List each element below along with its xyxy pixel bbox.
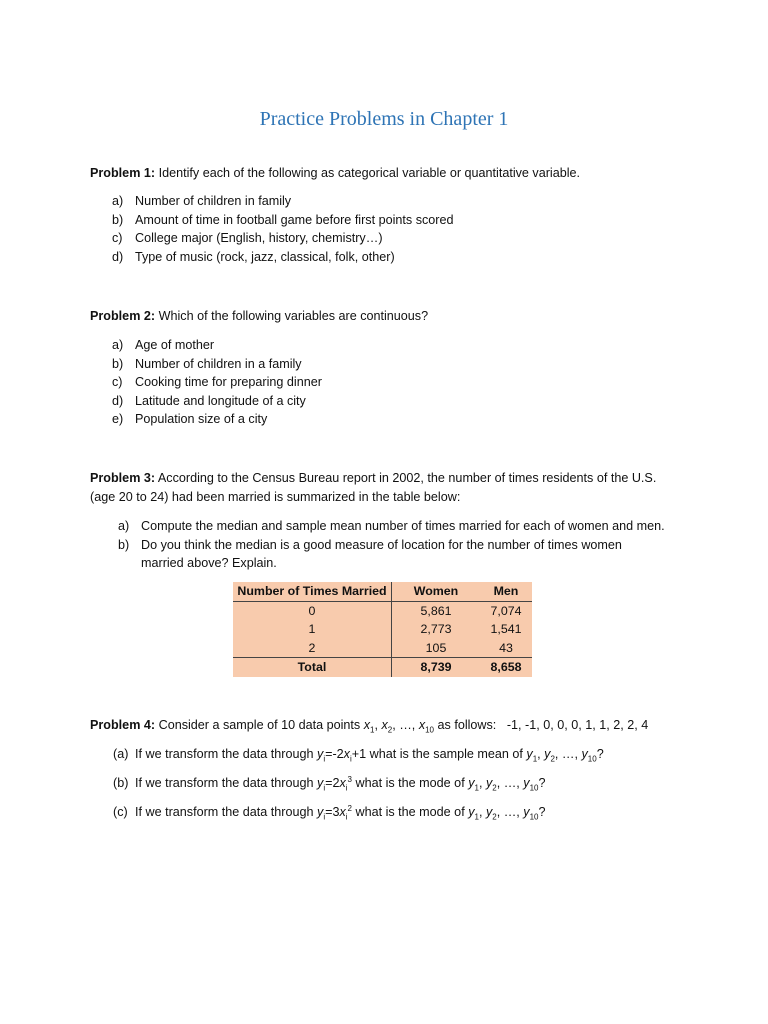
list-item: c) Cooking time for preparing dinner xyxy=(112,375,322,390)
problem-3-list xyxy=(90,517,680,573)
table-row xyxy=(233,620,532,639)
table-cell: 0 xyxy=(233,601,392,620)
problem-1-label: Problem 1: xyxy=(90,166,156,180)
data-values: -1, -1, 0, 0, 0, 1, 1, 2, 2, 4 xyxy=(506,718,649,732)
problem-2 xyxy=(90,307,690,429)
table-cell: 1,541 xyxy=(490,622,522,637)
table-header-row xyxy=(233,582,532,601)
problem-1-prompt: Problem 1: Identify each of the following as categorical variable or quantitative variable. xyxy=(90,166,581,180)
list-item: d) Latitude and longitude of a city xyxy=(112,393,306,408)
problem-4 xyxy=(90,716,710,832)
list-item: a) Compute the median and sample mean number of times married for each of women and men. xyxy=(118,519,665,533)
table-row xyxy=(233,639,532,658)
table-cell: 1 xyxy=(233,620,392,639)
list-item: a) Age of mother xyxy=(112,338,215,352)
problem-1 xyxy=(90,164,690,266)
table-cell: 5,861 xyxy=(420,603,452,618)
problem-4-prompt: Problem 4: Consider a sample of 10 data points $x_1$, $x_2$, …, $x_{10}$ as follows: -1, -1, 0, 0, 0, 1, 1, 2, 2, 4 xyxy=(90,718,649,735)
table-header: Women xyxy=(392,582,481,601)
list-item: a) Number of children in family xyxy=(112,194,292,208)
table-row xyxy=(233,601,532,620)
table-cell: 8,658 xyxy=(480,658,532,677)
table-cell: 8,739 xyxy=(392,658,481,677)
table-total-row xyxy=(233,658,532,677)
list-item: b) Number of children in a family xyxy=(112,356,302,371)
table-cell: 2 xyxy=(233,639,392,658)
problem-1-list xyxy=(90,192,690,266)
list-item: b) Amount of time in football game before first points scored xyxy=(112,212,454,227)
list-item: d) Type of music (rock, jazz, classical, folk, other) xyxy=(112,249,395,264)
list-item: (c) If we transform the data through $y_i=3x_i^2$ what is the mode of $y_1$, $y_2$, …, $y_{10}$? xyxy=(113,804,546,822)
list-item: b) Do you think the median is a good measure of location for the number of times women married above? Explain. xyxy=(118,537,622,571)
table-cell: 43 xyxy=(499,640,513,655)
problem-2-label: Problem 2: xyxy=(90,309,156,323)
list-item: e) Population size of a city xyxy=(112,412,268,427)
problem-4-list xyxy=(90,745,710,822)
problem-3-prompt: Problem 3: According to the Census Bureau report in 2002, the number of times residents of the U.S. xyxy=(90,471,657,485)
list-item: c) College major (English, history, chemistry…) xyxy=(112,231,383,246)
table-cell: 2,773 xyxy=(420,622,452,637)
page-title: Practice Problems in Chapter 1 xyxy=(259,108,509,130)
problem-4-label: Problem 4: xyxy=(90,718,156,732)
list-item: (b) If we transform the data through $y_i=2x_i^3$ what is the mode of $y_1$, $y_2$, …, $y_{10}$? xyxy=(113,774,546,793)
marriage-table xyxy=(233,582,532,677)
table-header: Men xyxy=(480,582,532,601)
table-header: Number of Times Married xyxy=(233,582,392,601)
problem-2-list xyxy=(90,336,690,429)
problem-2-prompt: Problem 2: Which of the following variables are continuous? xyxy=(90,309,429,323)
table-cell: 7,074 xyxy=(490,603,522,618)
problem-3-prompt-cont: (age 20 to 24) had been married is summarized in the table below: xyxy=(90,490,461,504)
table-cell: Total xyxy=(233,658,392,677)
problem-3-label: Problem 3: xyxy=(90,471,156,485)
list-item: (a) If we transform the data through $y_i=-2x_i+1$ what is the sample mean of $y_1$, $y_2$, …, $y_{10}$? xyxy=(113,747,604,764)
table-cell: 105 xyxy=(425,640,447,655)
problem-3 xyxy=(90,469,690,573)
